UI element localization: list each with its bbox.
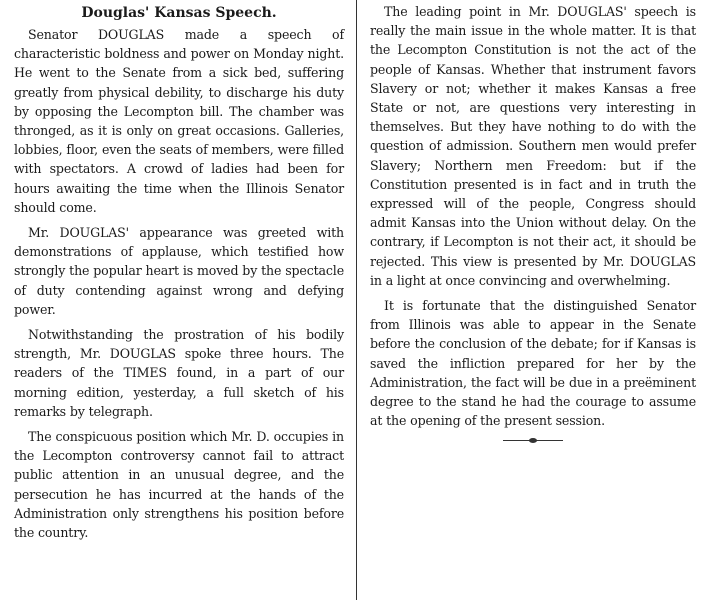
- right-column: [370, 0, 696, 441]
- end-of-article-rule: [503, 440, 563, 441]
- article-paragraph-5: The leading point in Mr. DOUGLAS' speech is really the main issue in the whole matter. It is that the Lecompton Constitution is not the act of the people of Kansas. Whether that instrument favors Slavery or not; whether it makes Kansas a free State or not, are questions very interesting in themselves. But they have nothing to do with the question of admission. Southern men would prefer Slavery; Northern men Freedom: but if the Constitution presented is in fact and in truth the expressed will of the people, Congress should admit Kansas into the Union without delay. On the contrary, if Lecompton is not their act, it should be rejected. This view is presented by Mr. DOUGLAS in a light at once convincing and overwhelming.: [370, 4, 696, 288]
- article-paragraph-4: The conspicuous position which Mr. D. occupies in the Lecompton controversy cannot fail to attract public attention in an unusual degree, and the persecution he has incurred at the hands of the Administration only strengthens his position before the country.: [14, 429, 344, 541]
- article-paragraph-6: It is fortunate that the distinguished Senator from Illinois was able to appear in the Senate before the conclusion of the debate; for if Kansas is saved the infliction prepared for her by the Administration, the fact will be due in a preëminent degree to the stand he had the courage to assume at the opening of the present session.: [370, 298, 696, 429]
- left-column: [14, 0, 344, 548]
- article-paragraph-2: Mr. DOUGLAS' appearance was greeted with demonstrations of applause, which testified how strongly the popular heart is moved by the spectacle of duty contending against wrong and defying power.: [14, 225, 344, 317]
- column-divider: [356, 0, 357, 600]
- article-headline: Douglas' Kansas Speech.: [81, 5, 277, 21]
- article-paragraph-1: Senator DOUGLAS made a speech of characteristic boldness and power on Monday night. He went to the Senate from a sick bed, suffering greatly from physical debility, to discharge his duty by opposing the Lecompton bill. The chamber was thronged, as it is only on great occasions. Galleries, lobbies, floor, even the seats of members, were filled with spectators. A crowd of ladies had been for hours awaiting the time when the Illinois Senator should come.: [14, 27, 344, 215]
- article-paragraph-3: Notwithstanding the prostration of his bodily strength, Mr. DOUGLAS spoke three hours. The readers of the TIMES found, in a part of our morning edition, yesterday, a full sketch of his remarks by telegraph.: [14, 327, 344, 419]
